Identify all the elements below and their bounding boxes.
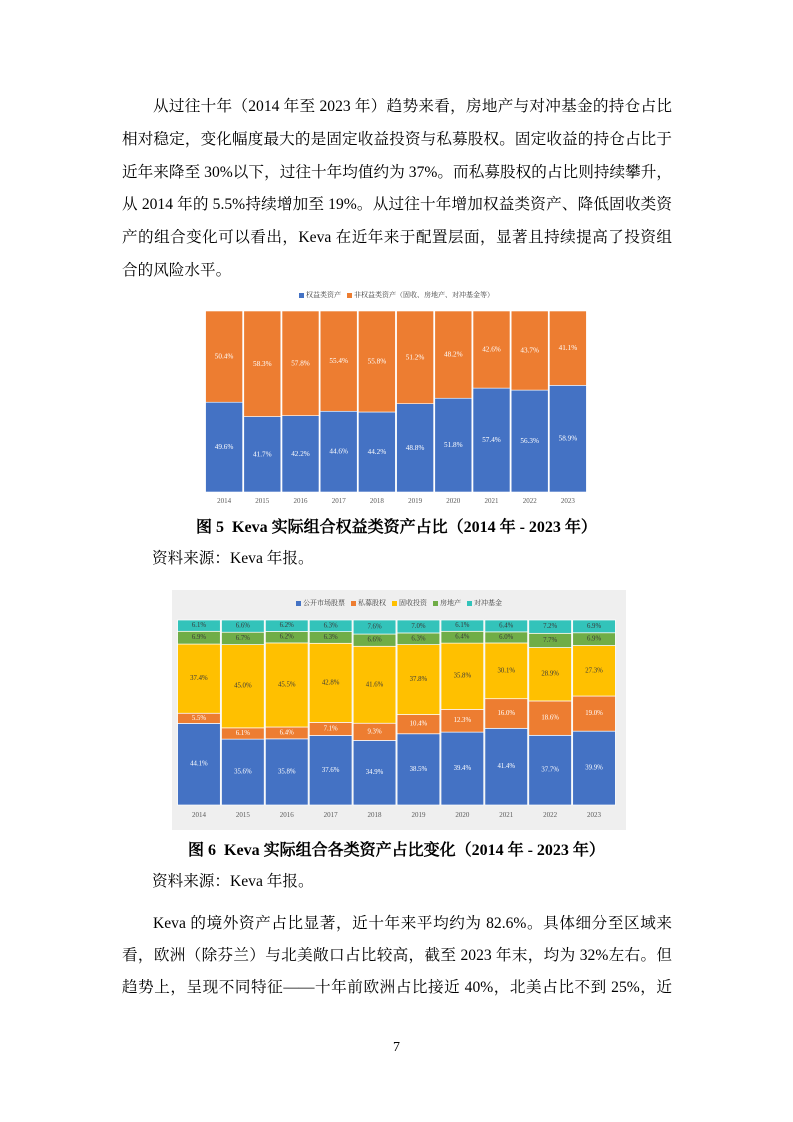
fig6-data-label-public-equity-2014: 44.1%	[190, 760, 208, 768]
fig5-data-label-equity-2020: 51.8%	[444, 441, 463, 450]
paragraph-line: Keva 的境外资产占比显著，近十年来平均约为 82.6%。具体细分至区域来	[153, 915, 672, 932]
fig6-data-label-hedge-funds-2019: 7.0%	[411, 622, 426, 630]
fig6-data-label-real-estate-2018: 6.6%	[367, 636, 382, 644]
fig6-data-label-fixed-income-2018: 41.6%	[365, 681, 384, 689]
fig6-x-axis-ticks	[192, 811, 602, 819]
fig6-data-label-public-equity-2022: 37.7%	[541, 766, 559, 774]
fig6-data-label-private-equity-2014: 5.5%	[191, 714, 207, 722]
fig6-x-tick-label-2015: 2015	[235, 811, 250, 819]
fig5-data-label-equity-2016: 42.2%	[291, 449, 310, 458]
fig5-x-tick-label-2021: 2021	[484, 497, 499, 505]
legend-swatch-hedge-funds	[467, 601, 472, 606]
fig6-data-label-real-estate-2016: 6.2%	[279, 633, 294, 641]
fig5-data-label-non-equity-2017: 55.4%	[329, 357, 348, 366]
fig6-data-label-fixed-income-2015: 45.0%	[234, 682, 252, 690]
fig5-x-axis-ticks	[217, 497, 575, 505]
paragraph-line: 合的风险水平。	[122, 261, 232, 279]
fig6-data-label-private-equity-2017: 7.1%	[323, 725, 338, 733]
paragraph-line: 相对稳定，变化幅度最大的是固定收益投资与私募股权。固定收益的持仓占比于	[122, 130, 672, 148]
fig6-data-label-real-estate-2022: 7.7%	[543, 636, 558, 644]
figure-6-source: 资料来源：Keva 年报。	[152, 873, 314, 890]
fig6-data-label-private-equity-2023: 19.0%	[585, 710, 603, 718]
fig6-data-label-private-equity-2019: 10.4%	[409, 720, 428, 728]
fig6-data-label-public-equity-2018: 34.9%	[365, 769, 384, 777]
fig6-data-label-fixed-income-2022: 28.9%	[541, 670, 559, 678]
fig5-x-tick-label-2016: 2016	[293, 497, 308, 505]
fig5-data-label-non-equity-2018: 55.8%	[367, 357, 387, 366]
figure-5-chart	[195, 285, 598, 511]
legend-item-equity	[299, 289, 341, 301]
fig6-data-label-hedge-funds-2015: 6.6%	[235, 622, 250, 630]
fig6-data-label-public-equity-2016: 35.8%	[277, 768, 296, 776]
body-paragraph-2	[122, 908, 672, 1004]
figure-5-source: 资料来源：Keva 年报。	[152, 550, 314, 567]
fig6-data-label-fixed-income-2014: 37.4%	[190, 675, 208, 683]
paragraph-line: 从 2014 年的 5.5%持续增加至 19%。从过往十年增加权益类资产、降低固收类资	[122, 196, 672, 214]
paragraph-line: 看，欧洲（除芬兰）与北美敞口占比较高，截至 2023 年末，均为 32%左右。但	[122, 947, 672, 964]
fig6-data-label-real-estate-2023: 6.9%	[586, 635, 602, 643]
fig6-data-label-public-equity-2017: 37.6%	[321, 766, 340, 774]
legend-item-non-equity	[347, 289, 494, 301]
fig5-data-label-non-equity-2020: 48.2%	[444, 350, 463, 359]
fig6-data-label-public-equity-2023: 39.9%	[585, 764, 603, 772]
fig6-data-label-fixed-income-2019: 37.8%	[409, 676, 428, 684]
fig6-data-label-private-equity-2020: 12.3%	[453, 717, 472, 725]
fig5-data-label-non-equity-2016: 57.8%	[291, 359, 310, 368]
legend-swatch-private-equity	[351, 601, 356, 606]
fig6-data-label-hedge-funds-2018: 7.6%	[367, 623, 382, 631]
fig5-data-label-equity-2021: 57.4%	[482, 436, 501, 445]
fig5-x-tick-label-2020: 2020	[446, 497, 461, 505]
legend-item-real-estate	[433, 597, 461, 609]
fig6-data-label-hedge-funds-2016: 6.2%	[279, 622, 294, 630]
fig5-x-tick-label-2014: 2014	[217, 497, 232, 505]
legend-label-fixed-income: 固收投资	[399, 599, 427, 607]
legend-label-public-equity: 公开市场股票	[303, 599, 345, 607]
figure-5-legend	[195, 289, 598, 301]
fig5-bars	[206, 311, 587, 492]
fig5-data-label-non-equity-2022: 43.7%	[520, 346, 539, 355]
fig6-data-label-private-equity-2021: 16.0%	[497, 710, 516, 718]
paragraph-line: 产的组合变化可以看出，Keva 在近年来于配置层面，显著且持续提高了投资组	[122, 229, 672, 247]
fig5-data-label-equity-2022: 56.3%	[520, 437, 539, 446]
fig6-data-label-public-equity-2021: 41.4%	[497, 763, 516, 771]
fig5-data-label-equity-2023: 58.9%	[558, 434, 578, 443]
fig6-x-tick-label-2016: 2016	[279, 811, 294, 819]
fig6-x-tick-label-2021: 2021	[499, 811, 514, 819]
legend-swatch-equity	[299, 293, 304, 298]
fig6-data-label-hedge-funds-2017: 6.3%	[323, 622, 338, 630]
legend-label-hedge-funds: 对冲基金	[474, 599, 502, 607]
fig6-x-tick-label-2017: 2017	[323, 811, 338, 819]
legend-label-non-equity: 非权益类资产（固收、房地产、对冲基金等）	[354, 291, 494, 299]
fig5-x-tick-label-2015: 2015	[255, 497, 270, 505]
fig6-data-label-real-estate-2014: 6.9%	[191, 634, 207, 642]
fig6-data-label-hedge-funds-2014: 6.1%	[191, 622, 207, 630]
fig5-data-label-non-equity-2014: 50.4%	[214, 352, 234, 361]
fig6-data-label-fixed-income-2020: 35.8%	[453, 672, 472, 680]
fig6-data-label-real-estate-2017: 6.3%	[323, 633, 338, 641]
fig5-data-label-equity-2018: 44.2%	[367, 448, 387, 456]
fig6-data-label-private-equity-2016: 6.4%	[279, 729, 294, 737]
figure-5-plot	[195, 285, 598, 511]
legend-label-real-estate: 房地产	[440, 599, 461, 607]
fig5-data-label-equity-2017: 44.6%	[329, 447, 348, 456]
fig6-x-tick-label-2018: 2018	[367, 811, 382, 819]
fig6-data-label-hedge-funds-2020: 6.1%	[455, 622, 470, 630]
fig5-data-label-non-equity-2023: 41.1%	[558, 344, 578, 353]
body-paragraph-1	[122, 91, 672, 288]
fig6-x-tick-label-2022: 2022	[543, 811, 558, 819]
fig6-data-label-fixed-income-2017: 42.8%	[321, 679, 340, 687]
fig6-data-label-private-equity-2015: 6.1%	[235, 730, 250, 737]
legend-swatch-fixed-income	[392, 601, 397, 606]
fig5-data-label-equity-2015: 41.7%	[253, 450, 272, 459]
legend-swatch-real-estate	[433, 601, 438, 606]
fig6-data-label-private-equity-2018: 9.3%	[367, 728, 382, 736]
fig5-data-label-non-equity-2021: 42.6%	[482, 345, 501, 354]
paragraph-line: 近年来降至 30%以下，过往十年均值约为 37%。而私募股权的占比则持续攀升，	[122, 163, 672, 181]
page-number: 7	[393, 1040, 400, 1055]
legend-swatch-public-equity	[296, 601, 301, 606]
fig6-data-label-public-equity-2015: 35.6%	[234, 768, 252, 776]
paragraph-line: 趋势上，呈现不同特征——十年前欧洲占比接近 40%，北美占比不到 25%，近	[122, 979, 672, 996]
legend-swatch-non-equity	[347, 293, 352, 298]
legend-item-fixed-income	[392, 597, 427, 609]
fig5-data-label-non-equity-2019: 51.2%	[405, 353, 425, 362]
fig6-data-label-public-equity-2019: 38.5%	[409, 765, 428, 773]
fig6-x-tick-label-2023: 2023	[587, 811, 602, 819]
fig6-data-label-fixed-income-2016: 45.5%	[277, 681, 296, 689]
figure-6-legend	[172, 597, 626, 609]
fig5-data-label-non-equity-2015: 58.3%	[253, 359, 272, 368]
fig6-data-label-fixed-income-2021: 30.1%	[497, 667, 516, 675]
fig5-data-label-equity-2019: 48.8%	[405, 443, 425, 452]
legend-item-private-equity	[351, 597, 386, 609]
figure-5-caption: 图 5 Keva 实际组合权益类资产占比（2014 年 - 2023 年）	[196, 519, 597, 536]
legend-label-private-equity: 私募股权	[358, 599, 386, 607]
figure-6-plot	[172, 590, 626, 830]
legend-item-public-equity	[296, 597, 345, 609]
fig6-data-label-hedge-funds-2022: 7.2%	[543, 623, 558, 631]
fig6-data-label-real-estate-2021: 6.0%	[499, 633, 514, 641]
fig6-bars	[178, 620, 616, 805]
fig5-x-tick-label-2022: 2022	[522, 497, 537, 505]
fig5-x-tick-label-2023: 2023	[560, 497, 575, 505]
figure-6-caption: 图 6 Keva 实际组合各类资产占比变化（2014 年 - 2023 年）	[188, 842, 605, 859]
fig5-x-tick-label-2019: 2019	[408, 497, 423, 505]
fig5-data-label-equity-2014: 49.6%	[214, 443, 234, 452]
fig6-x-tick-label-2014: 2014	[191, 811, 206, 819]
fig6-x-tick-label-2020: 2020	[455, 811, 470, 819]
fig6-data-label-hedge-funds-2023: 6.9%	[586, 622, 602, 630]
fig6-data-label-hedge-funds-2021: 6.4%	[499, 622, 514, 630]
legend-item-hedge-funds	[467, 597, 502, 609]
fig6-data-label-private-equity-2022: 18.6%	[541, 714, 559, 722]
fig6-data-label-real-estate-2020: 6.4%	[455, 633, 470, 641]
fig5-x-tick-label-2018: 2018	[369, 497, 384, 505]
fig6-data-label-public-equity-2020: 39.4%	[453, 765, 472, 773]
paragraph-line: 从过往十年（2014 年至 2023 年）趋势来看，房地产与对冲基金的持仓占比	[153, 98, 672, 115]
fig6-data-label-real-estate-2019: 6.3%	[411, 635, 426, 643]
fig5-x-tick-label-2017: 2017	[331, 497, 346, 505]
legend-label-equity: 权益类资产	[306, 291, 341, 299]
fig6-data-label-real-estate-2015: 6.7%	[235, 634, 250, 642]
figure-6-chart	[172, 590, 626, 830]
fig6-x-tick-label-2019: 2019	[411, 811, 426, 819]
fig6-data-label-fixed-income-2023: 27.3%	[585, 667, 603, 675]
